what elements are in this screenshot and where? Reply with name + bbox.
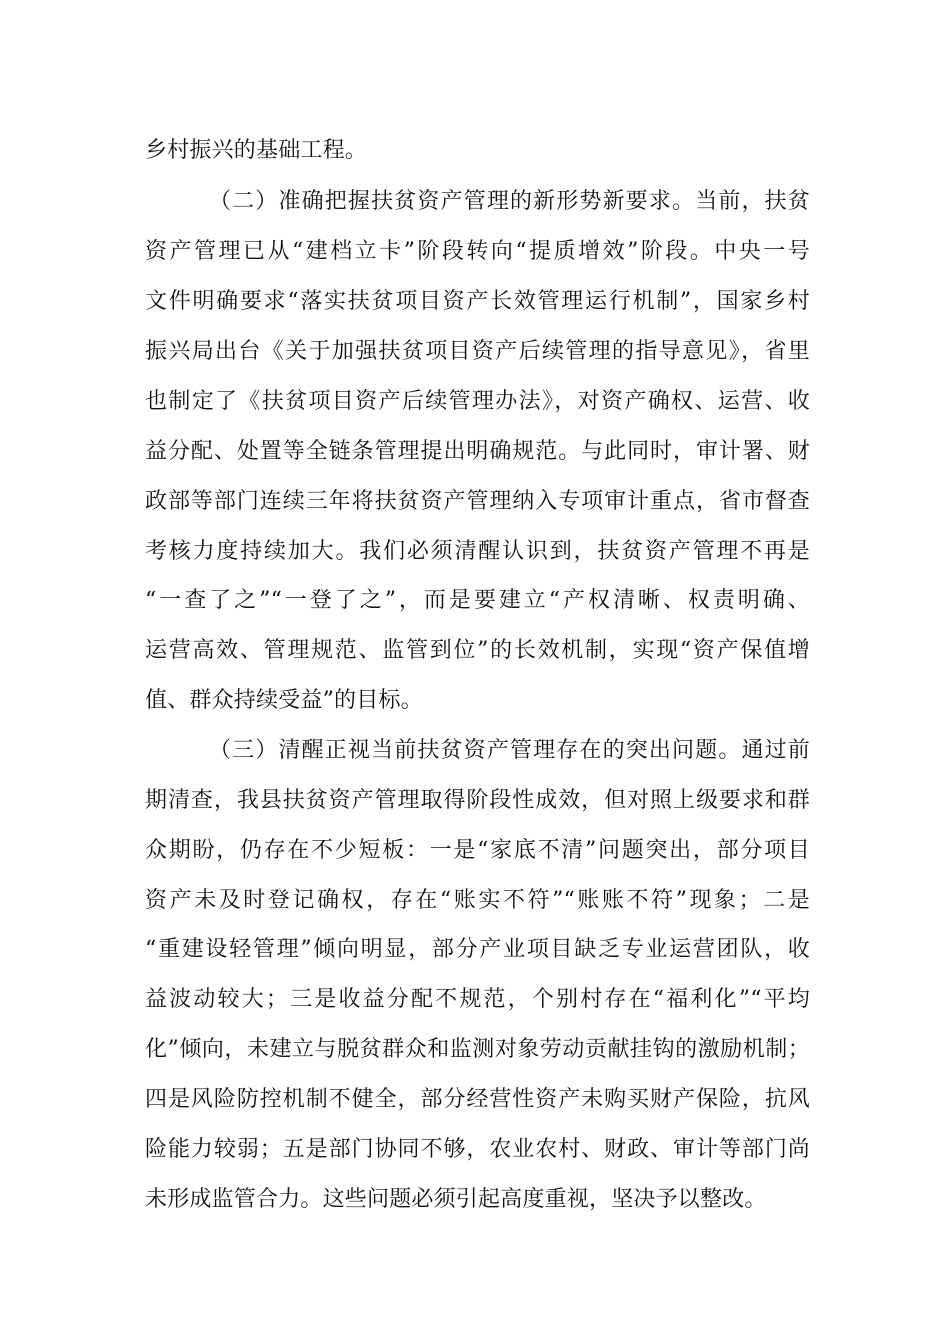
text-line: “重建设轻管理”倾向明显，部分产业项目缺乏专业运营团队，收 xyxy=(145,937,810,962)
text-line: 众期盼，仍存在不少短板：一是“家底不清”问题突出，部分项目 xyxy=(145,838,810,863)
text-line: 四是风险防控机制不健全，部分经营性资产未购买财产保险，抗风 xyxy=(145,1087,810,1112)
text-line: 考核力度持续加大。我们必须清醒认识到，扶贫资产管理不再是 xyxy=(145,539,810,564)
text-line: 未形成监管合力。这些问题必须引起高度重视，坚决予以整改。 xyxy=(145,1187,767,1212)
text-line: “一查了之”“一登了之”，而是要建立“产权清晰、权责明确、 xyxy=(145,588,810,613)
text-line: 也制定了《扶贫项目资产后续管理办法》，对资产确权、运营、收 xyxy=(145,389,810,414)
text-line: 资产未及时登记确权，存在“账实不符”“账账不符”现象；二是 xyxy=(145,888,810,913)
text-line: 期清查，我县扶贫资产管理取得阶段性成效，但对照上级要求和群 xyxy=(145,788,810,813)
text-line: （三）清醒正视当前扶贫资产管理存在的突出问题。通过前 xyxy=(209,738,810,763)
text-line: 资产管理已从“建档立卡”阶段转向“提质增效”阶段。中央一号 xyxy=(145,239,810,264)
text-line: 运营高效、管理规范、监管到位”的长效机制，实现“资产保值增 xyxy=(145,638,810,663)
text-line: 振兴局出台《关于加强扶贫项目资产后续管理的指导意见》，省里 xyxy=(145,339,810,364)
text-line: （二）准确把握扶贫资产管理的新形势新要求。当前，扶贫 xyxy=(209,189,810,214)
text-line: 益波动较大；三是收益分配不规范，个别村存在“福利化”“平均 xyxy=(145,987,810,1012)
text-line: 险能力较弱；五是部门协同不够，农业农村、财政、审计等部门尚 xyxy=(145,1137,810,1162)
text-line: 化”倾向，未建立与脱贫群众和监测对象劳动贡献挂钩的激励机制； xyxy=(145,1037,810,1062)
text-line: 文件明确要求“落实扶贫项目资产长效管理运行机制”，国家乡村 xyxy=(145,289,810,314)
text-line: 政部等部门连续三年将扶贫资产管理纳入专项审计重点，省市督查 xyxy=(145,489,810,514)
text-line: 乡村振兴的基础工程。 xyxy=(145,138,368,163)
text-line: 益分配、处置等全链条管理提出明确规范。与此同时，审计署、财 xyxy=(145,439,810,464)
text-line: 值、群众持续受益”的目标。 xyxy=(145,688,423,713)
